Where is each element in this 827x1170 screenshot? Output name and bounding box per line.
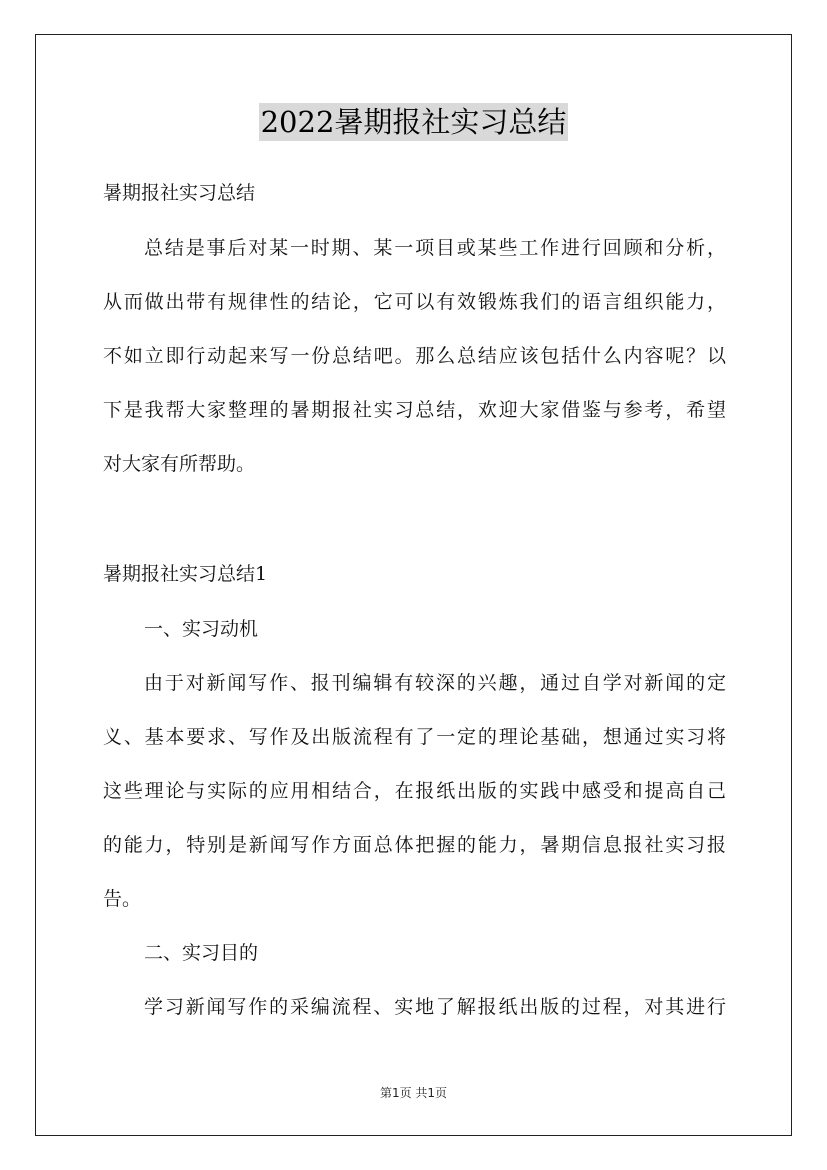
document-title: 2022暑期报社实习总结	[260, 105, 567, 139]
paragraph-line: 这些理论与实际的应用相结合，在报纸出版的实践中感受和提高自己	[103, 780, 726, 802]
intro-line: 从而做出带有规律性的结论，它可以有效锻炼我们的语言组织能力，	[103, 291, 726, 313]
intro-line: 总结是事后对某一时期、某一项目或某些工作进行回顾和分析，	[144, 237, 726, 259]
intro-line: 不如立即行动起来写一份总结吧。那么总结应该包括什么内容呢？以	[103, 345, 726, 367]
paragraph-line: 义、基本要求、写作及出版流程有了一定的理论基础，想通过实习将	[103, 726, 726, 748]
intro-line: 下是我帮大家整理的暑期报社实习总结，欢迎大家借鉴与参考，希望	[103, 399, 726, 421]
paragraph-line: 的能力，特别是新闻写作方面总体把握的能力，暑期信息报社实习报	[103, 834, 726, 856]
paragraph-line: 由于对新闻写作、报刊编辑有较深的兴趣，通过自学对新闻的定	[144, 672, 726, 694]
title-container	[0, 103, 827, 141]
section-heading: 二、实习目的	[144, 942, 259, 964]
page-footer: 第1页 共1页	[379, 1086, 448, 1100]
intro-line: 对大家有所帮助。	[103, 453, 256, 475]
section-heading: 一、实习动机	[144, 618, 259, 640]
document-subtitle: 暑期报社实习总结	[103, 182, 256, 204]
paragraph-line: 告。	[103, 888, 142, 910]
section-title: 暑期报社实习总结1	[103, 563, 268, 585]
paragraph-line: 学习新闻写作的采编流程、实地了解报纸出版的过程，对其进行	[144, 996, 726, 1018]
